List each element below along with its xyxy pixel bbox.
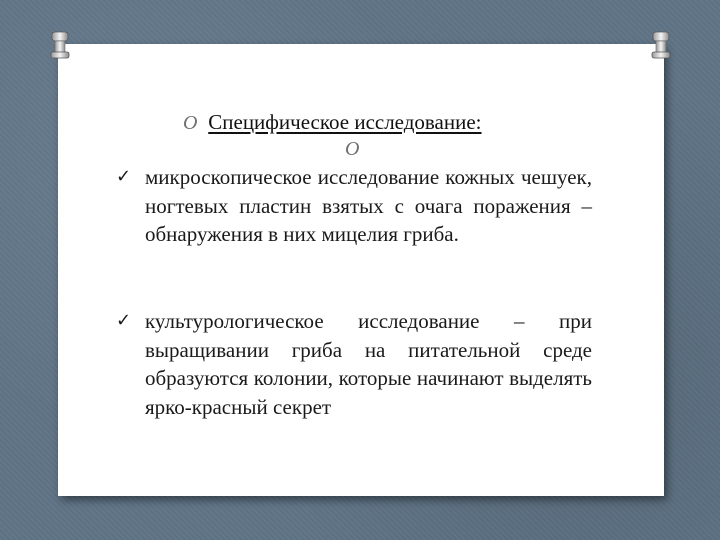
outline-bullet-marker: O (183, 112, 198, 134)
slide-heading (183, 110, 603, 136)
heading-text: Специфическое исследование: (208, 110, 482, 134)
pushpin-icon (650, 30, 672, 64)
checkmark-icon: ✓ (116, 310, 132, 331)
bullet-item (116, 163, 592, 249)
bullet-text: культурологическое исследование – при выращивании гриба на питательной среде образуются колонии, которые начинают выделять ярко-красный секрет (145, 309, 592, 419)
empty-outline-bullet-marker: O (345, 138, 360, 160)
pushpin-icon (49, 30, 71, 64)
bullet-text: микроскопическое исследование кожных чешуек, ногтевых пластин взятых с очага поражения – обнаружения в них мицелия гриба. (145, 165, 592, 246)
bullet-item (116, 307, 592, 421)
checkmark-icon: ✓ (116, 166, 132, 187)
